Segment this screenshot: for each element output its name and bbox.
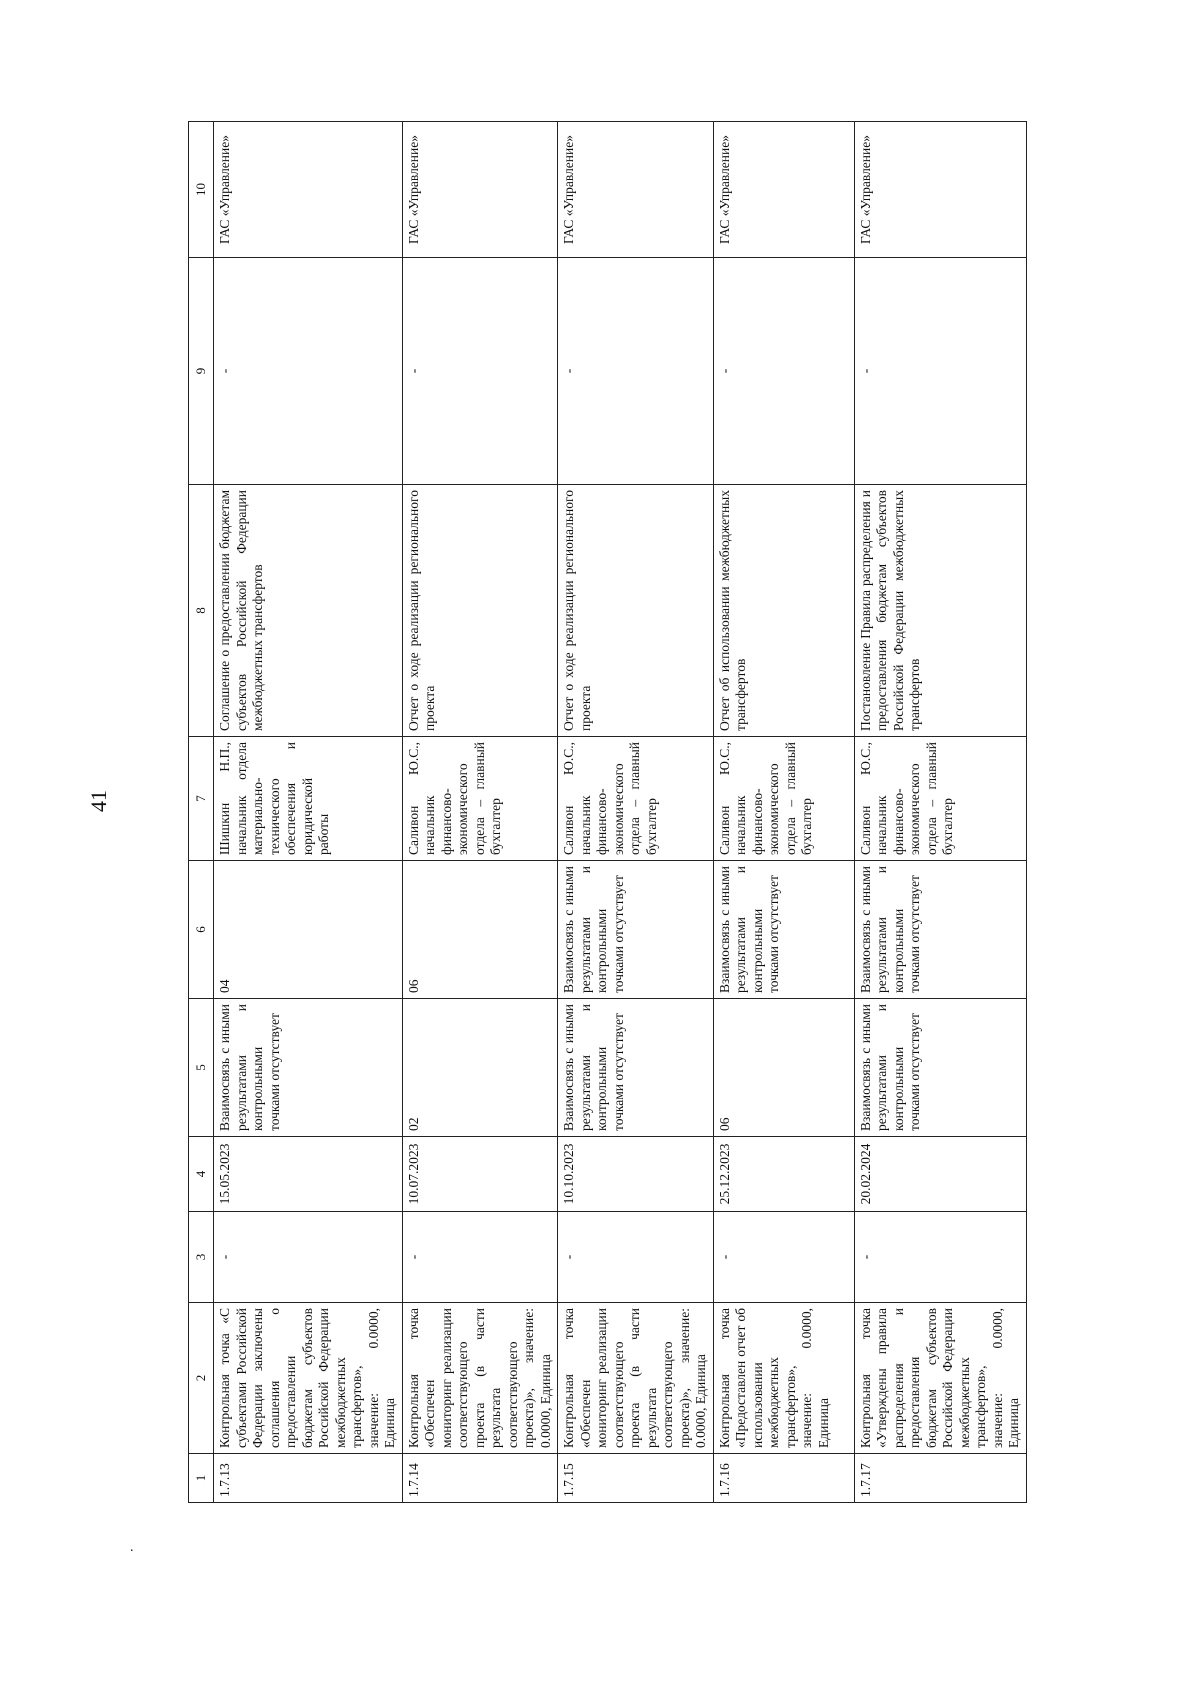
- control-point-name-cell: Контрольная точка «С субъектами Российской Федерации заключены соглашения о предоставлении бюджетам субъектов Российской Федерации межбюджетных трансфертов», значение: 0.0000, Единица: [214, 1303, 403, 1454]
- responsible-cell: Саливон Ю.С., начальник финансово-экономического отдела – главный бухгалтер: [402, 737, 558, 861]
- table-row: [214, 122, 403, 1503]
- column-5-cell: 02: [402, 999, 558, 1137]
- date-cell: 20.02.2024: [854, 1137, 1026, 1212]
- table-row: [558, 122, 714, 1503]
- page-number: 41: [86, 790, 111, 812]
- table-row: [402, 122, 558, 1503]
- document-cell: Отчет о ходе реализации регионального проекта: [402, 485, 558, 737]
- control-point-name-cell: Контрольная точка «Предоставлен отчет об использовании межбюджетных трансфертов», значение: 0.0000, Единица: [713, 1303, 854, 1454]
- header-cell-8: 8: [189, 485, 214, 737]
- column-9-cell: -: [854, 258, 1026, 485]
- header-cell-1: 1: [189, 1454, 214, 1503]
- document-cell: Отчет о ходе реализации регионального проекта: [558, 485, 714, 737]
- row-number-cell: 1.7.17: [854, 1454, 1026, 1503]
- column-3-cell: -: [214, 1212, 403, 1303]
- responsible-cell: Саливон Ю.С., начальник финансово-экономического отдела – главный бухгалтер: [558, 737, 714, 861]
- column-6-cell: 04: [214, 861, 403, 999]
- column-6-cell: Взаимосвязь с иными результатами и контрольными точками отсутствует: [854, 861, 1026, 999]
- column-9-cell: -: [558, 258, 714, 485]
- row-number-cell: 1.7.13: [214, 1454, 403, 1503]
- row-number-cell: 1.7.14: [402, 1454, 558, 1503]
- column-6-cell: Взаимосвязь с иными результатами и контрольными точками отсутствует: [713, 861, 854, 999]
- table-row: [713, 122, 854, 1503]
- information-system-cell: ГАС «Управление»: [558, 122, 714, 258]
- header-cell-4: 4: [189, 1137, 214, 1212]
- header-row: [189, 122, 214, 1503]
- table-rotation-wrapper: [188, 122, 1021, 1503]
- document-cell: Постановление Правила распределения и предоставления бюджетам субъектов Российской Федерации межбюджетных трансфертов: [854, 485, 1026, 737]
- rotated-table-container: [188, 122, 1021, 1503]
- date-cell: 25.12.2023: [713, 1137, 854, 1212]
- responsible-cell: Шишкин Н.П., начальник отдела материально-технического обеспечения и юридической работы: [214, 737, 403, 861]
- row-number-cell: 1.7.15: [558, 1454, 714, 1503]
- header-cell-7: 7: [189, 737, 214, 861]
- information-system-cell: ГАС «Управление»: [402, 122, 558, 258]
- control-point-name-cell: Контрольная точка «Обеспечен мониторинг реализации соответствующего проекта (в части результата соответствующего проекта)», значение: 0.0000, Единица: [558, 1303, 714, 1454]
- date-cell: 10.07.2023: [402, 1137, 558, 1212]
- document-cell: Соглашение о предоставлении бюджетам субъектов Российской Федерации межбюджетных трансфертов: [214, 485, 403, 737]
- column-9-cell: -: [402, 258, 558, 485]
- column-5-cell: Взаимосвязь с иными результатами и контрольными точками отсутствует: [854, 999, 1026, 1137]
- header-cell-10: 10: [189, 122, 214, 258]
- header-cell-9: 9: [189, 258, 214, 485]
- information-system-cell: ГАС «Управление»: [214, 122, 403, 258]
- column-5-cell: Взаимосвязь с иными результатами и контрольными точками отсутствует: [558, 999, 714, 1137]
- stray-mark: .: [130, 1540, 134, 1555]
- column-5-cell: Взаимосвязь с иными результатами и контрольными точками отсутствует: [214, 999, 403, 1137]
- column-6-cell: Взаимосвязь с иными результатами и контрольными точками отсутствует: [558, 861, 714, 999]
- information-system-cell: ГАС «Управление»: [713, 122, 854, 258]
- column-3-cell: -: [854, 1212, 1026, 1303]
- control-point-name-cell: Контрольная точка «Утверждены правила распределения и предоставления бюджетам субъектов Российской Федерации межбюджетных трансфертов», значение: 0.0000, Единица: [854, 1303, 1026, 1454]
- information-system-cell: ГАС «Управление»: [854, 122, 1026, 258]
- date-cell: 15.05.2023: [214, 1137, 403, 1212]
- header-cell-2: 2: [189, 1303, 214, 1454]
- column-3-cell: -: [713, 1212, 854, 1303]
- control-point-name-cell: Контрольная точка «Обеспечен мониторинг реализации соответствующего проекта (в части результата соответствующего проекта)», значение: 0.0000, Единица: [402, 1303, 558, 1454]
- column-3-cell: -: [402, 1212, 558, 1303]
- date-cell: 10.10.2023: [558, 1137, 714, 1212]
- control-points-table: [188, 121, 1027, 1503]
- column-9-cell: -: [214, 258, 403, 485]
- table-row: [854, 122, 1026, 1503]
- column-9-cell: -: [713, 258, 854, 485]
- header-cell-5: 5: [189, 999, 214, 1137]
- responsible-cell: Саливон Ю.С., начальник финансово-экономического отдела – главный бухгалтер: [713, 737, 854, 861]
- header-cell-3: 3: [189, 1212, 214, 1303]
- row-number-cell: 1.7.16: [713, 1454, 854, 1503]
- responsible-cell: Саливон Ю.С., начальник финансово-экономического отдела – главный бухгалтер: [854, 737, 1026, 861]
- document-cell: Отчет об использовании межбюджетных трансфертов: [713, 485, 854, 737]
- column-6-cell: 06: [402, 861, 558, 999]
- header-cell-6: 6: [189, 861, 214, 999]
- column-3-cell: -: [558, 1212, 714, 1303]
- column-5-cell: 06: [713, 999, 854, 1137]
